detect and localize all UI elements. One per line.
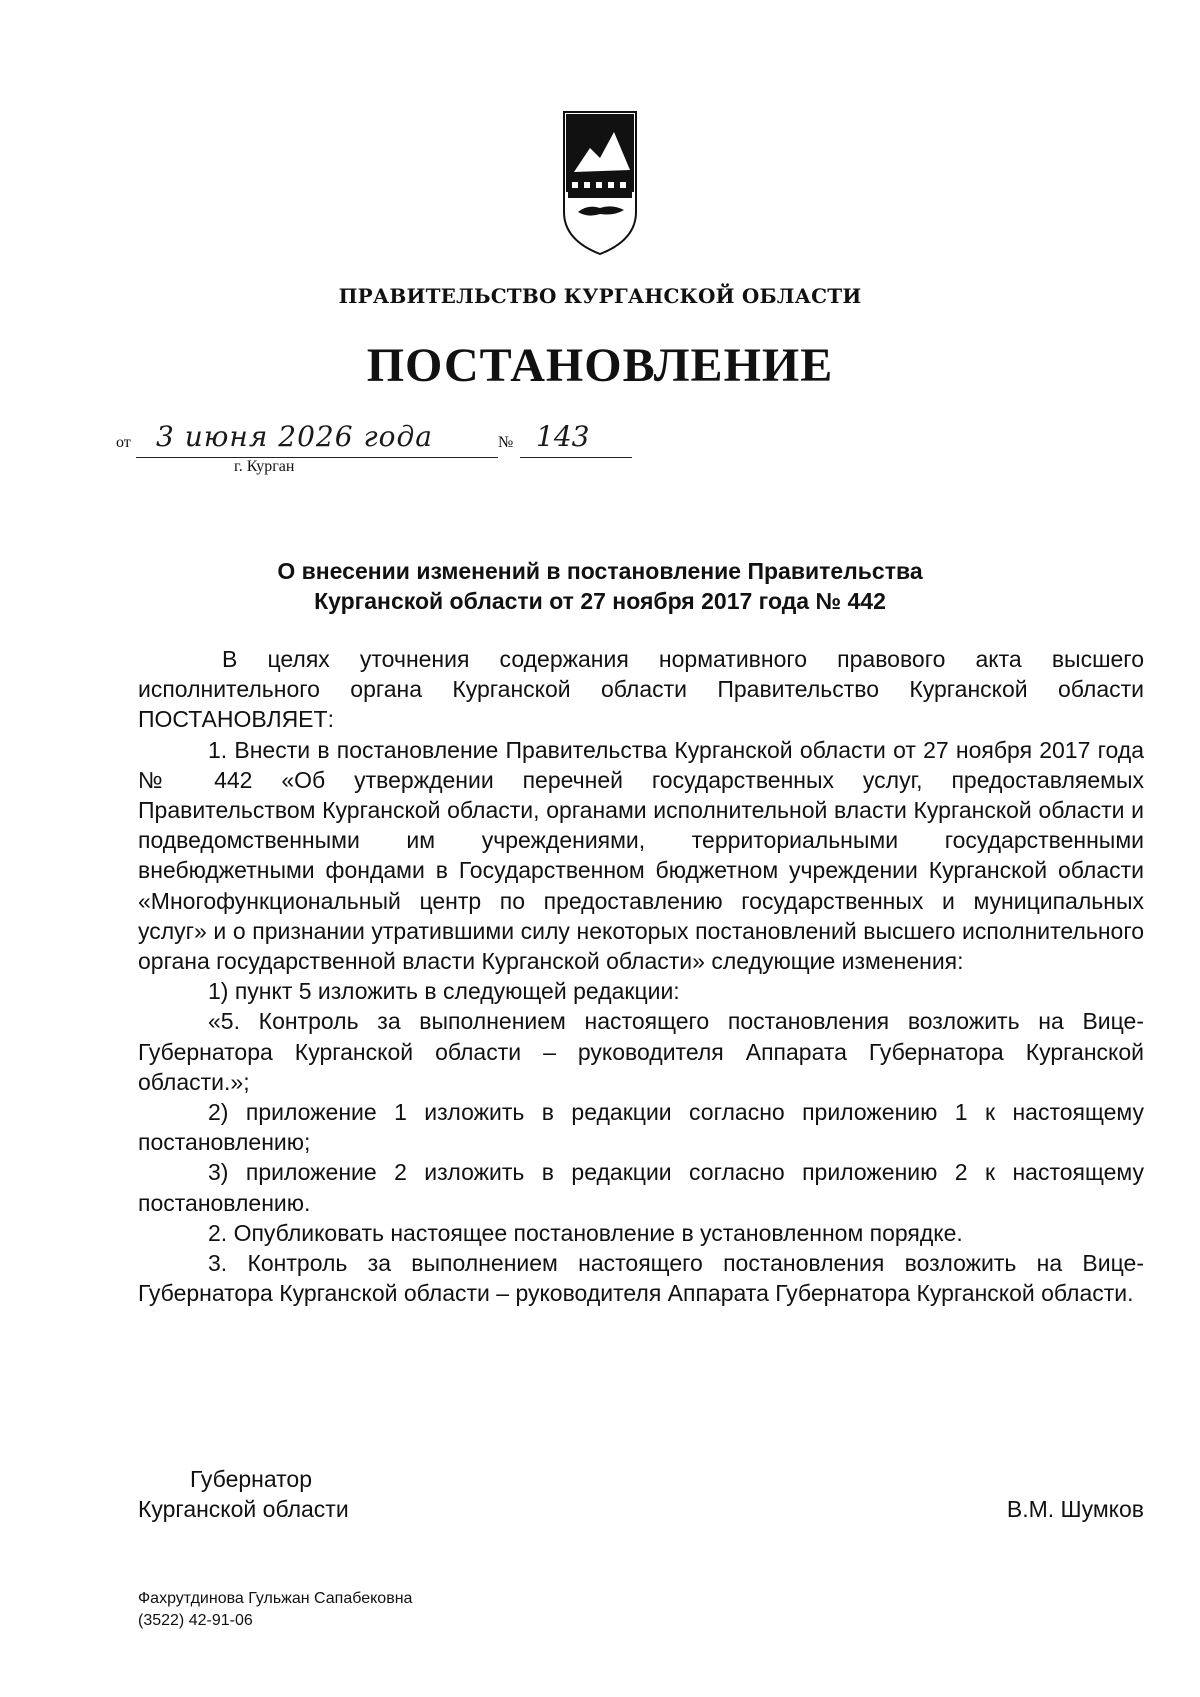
signatory-name: В.М. Шумков	[1006, 1496, 1144, 1522]
item-3-paragraph: 3. Контроль за выполнением настоящего постановления возложить на Вице-Губернатора Курганской области – руководителя Аппарата Губернатора Курганской области.	[138, 1250, 1144, 1307]
document-type: ПОСТАНОВЛЕНИЕ	[366, 339, 834, 392]
from-label: от	[116, 434, 131, 451]
preamble-paragraph: В целях уточнения содержания нормативного правового акта высшего исполнительного органа Курганской области Правительство Курганской области ПОСТАНОВЛЯЕТ:	[138, 646, 1144, 733]
handwritten-date: 3 июня 2026 года	[156, 420, 433, 453]
number-underline	[520, 457, 632, 458]
position-line-2: Курганской области	[138, 1496, 349, 1522]
subitem-1-quote: «5. Контроль за выполнением настоящего постановления возложить на Вице-Губернатора Курганской области – руководителя Аппарата Губернатора Курганской области.»;	[138, 1008, 1144, 1095]
subitem-1-paragraph: 1) пункт 5 изложить в следующей редакции:	[208, 978, 680, 1005]
title-line-1: О внесении изменений в постановление Правительства	[277, 558, 923, 584]
position-line-1: Губернатор	[190, 1466, 313, 1492]
number-label: №	[498, 434, 514, 451]
title-line-2: Курганской области от 27 ноября 2017 года № 442	[314, 588, 886, 614]
executor-name: Фахрутдинова Гульжан Сапабековна	[138, 1590, 413, 1607]
signatory-position	[138, 1464, 349, 1524]
city-label: г. Курган	[234, 458, 295, 475]
organization-name: ПРАВИТЕЛЬСТВО КУРГАНСКОЙ ОБЛАСТИ	[338, 284, 862, 308]
subitem-2-paragraph: 2) приложение 1 изложить в редакции согласно приложению 1 к настоящему постановлению;	[138, 1099, 1144, 1156]
document-body	[138, 644, 1144, 1308]
executor-phone: (3522) 42-91-06	[138, 1612, 253, 1629]
date-number-line	[116, 420, 636, 480]
handwritten-number: 143	[536, 420, 590, 453]
executor-info	[138, 1588, 412, 1632]
document-title	[120, 556, 1080, 616]
subitem-3-paragraph: 3) приложение 2 изложить в редакции согласно приложению 2 к настоящему постановлению.	[138, 1159, 1144, 1216]
date-underline	[136, 457, 498, 458]
item-1-paragraph: 1. Внести в постановление Правительства Курганской области от 27 ноября 2017 года № 442 «Об утверждении перечней государственных услуг, предоставляемых Правительством Курганской области, органами исполнительной власти Курганской области и подведомственными им учреждениями, территориальными государственными внебюджетными фондами в Государственном бюджетном учреждении Курганской области «Многофункциональный центр по предоставлению государственных и муниципальных услуг» и о признании утратившими силу некоторых постановлений высшего исполнительного органа государственной власти Курганской области» следующие изменения:	[138, 736, 1144, 975]
coat-of-arms-icon	[560, 108, 640, 258]
item-2-paragraph: 2. Опубликовать настоящее постановление в установленном порядке.	[208, 1219, 963, 1246]
